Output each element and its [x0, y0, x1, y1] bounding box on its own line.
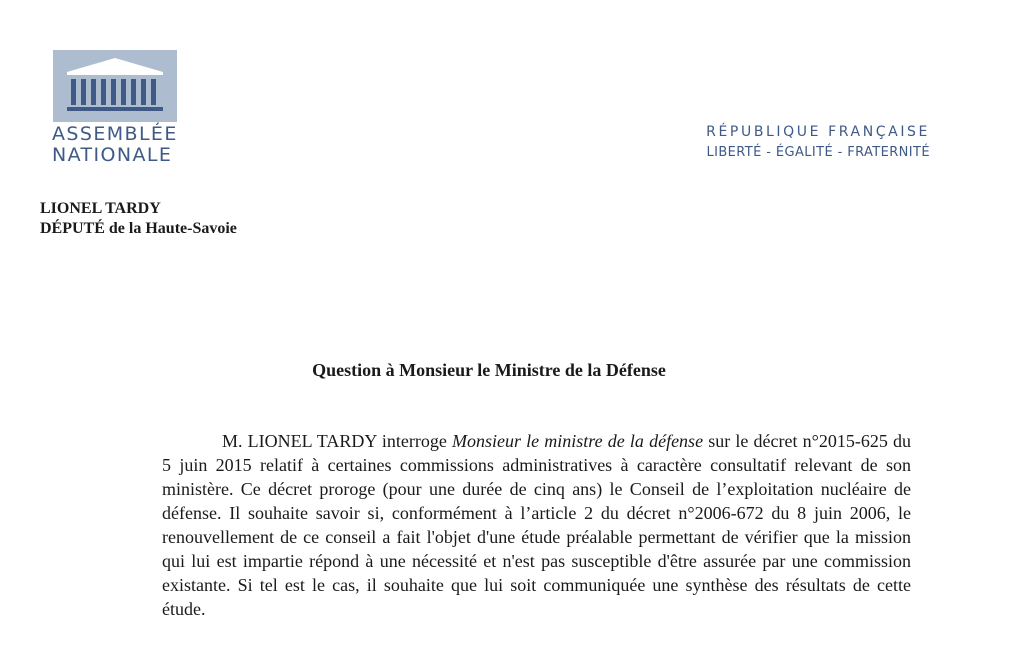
question-body-rest: sur le décret n°2015-625 du 5 juin 2015 relatif à certaines commissions administratives à caractère consultatif relevant de son ministère. Ce décret proroge (pour une durée de cinq ans) le Conseil de l’exploitation nucléaire de défense. Il souhaite savoir si, conformément à l’article 2 du décret n°2006-672 du 8 juin 2006, le renouvellement de ce conseil a fait l'objet d'une étude préalable permettant de vérifier que la mission qui lui est impartie répond à une nécessité et n'est pas susceptible d'être assurée par une commission existante. Si tel est le cas, il souhaite que lui soit communiquée une synthèse des résultats de cette étude.	[162, 431, 911, 619]
logo-line-1: ASSEMBLÉE	[52, 123, 178, 145]
author-title-prefix: DÉPUTÉ	[40, 220, 105, 237]
question-body-start: M. LIONEL TARDY interroge	[222, 431, 452, 451]
republique-francaise-header	[706, 122, 930, 164]
question-body	[162, 429, 911, 621]
question-addressee: Monsieur le ministre de la défense	[451, 431, 704, 451]
assemblee-nationale-logo	[53, 50, 177, 122]
author-title	[40, 219, 237, 239]
logo-line-2: NATIONALE	[52, 144, 173, 166]
question-title: Question à Monsieur le Ministre de la Défense	[312, 360, 666, 380]
assemblee-nationale-wordmark	[52, 124, 182, 166]
republique-motto: LIBERTÉ - ÉGALITÉ - FRATERNITÉ	[706, 145, 930, 160]
republique-title: RÉPUBLIQUE FRANÇAISE	[706, 124, 930, 140]
author-block	[40, 199, 237, 239]
author-name: LIONEL TARDY	[40, 200, 161, 217]
assemblee-nationale-building-icon	[53, 50, 177, 122]
author-title-suffix: de la Haute-Savoie	[104, 220, 237, 237]
